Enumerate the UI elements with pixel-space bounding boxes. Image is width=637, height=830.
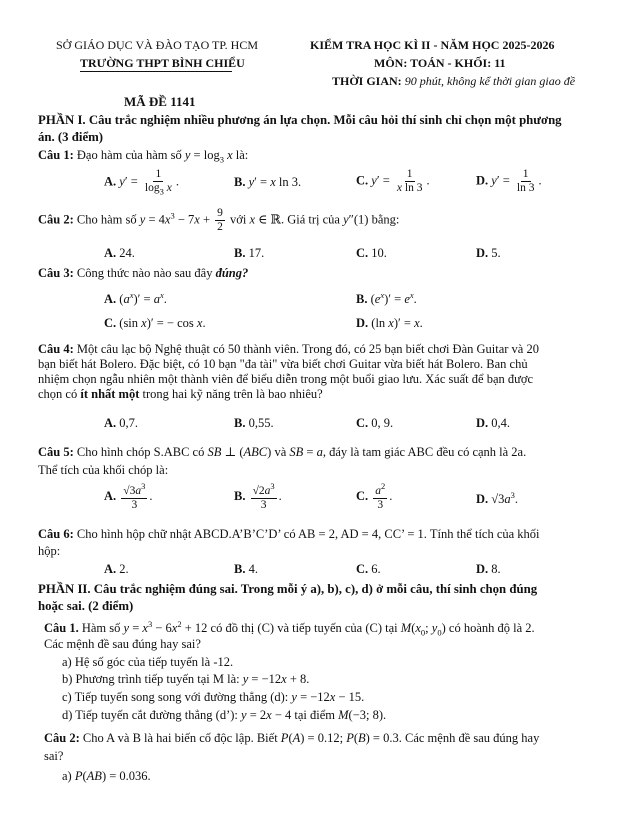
q3-emphasis: đúng?	[215, 266, 249, 280]
q4-answer-d[interactable]: D. 0,4.	[476, 416, 511, 430]
q6-answer-c[interactable]: C. 6.	[356, 562, 381, 576]
question-6-line2: hộp:	[38, 544, 61, 558]
question-4-line2: bạn biết hát Bolero. Đặc biệt, có 10 bạn "đa tài" vừa biết chơi Guitar vừa biết hát Bolero. Ban chủ	[38, 357, 528, 371]
q3-answer-c[interactable]: C. (sin x)′ = − cos x.	[104, 316, 206, 330]
p2q1-statement-d[interactable]: d) Tiếp tuyến cắt đường thẳng (d’): y = 2x − 4 tại điểm M(−3; 8).	[62, 708, 387, 722]
p2-question-2-line2: sai?	[44, 749, 64, 763]
q4-answer-c[interactable]: C. 0, 9.	[356, 416, 394, 430]
p2q1-statement-c[interactable]: c) Tiếp tuyến song song với đường thẳng (d): y = −12x − 15.	[62, 690, 365, 704]
time-label: THỜI GIAN:	[332, 74, 402, 88]
q6-answer-b[interactable]: B. 4.	[234, 562, 258, 576]
question-3: Câu 3: Công thức nào nào sau đây đúng?	[38, 266, 249, 280]
part1-title-line1: PHẦN I. Câu trắc nghiệm nhiều phương án lựa chọn. Mỗi câu hỏi thí sinh chỉ chọn một phương	[38, 113, 562, 127]
part2-title-line1: PHẦN II. Câu trắc nghiệm đúng sai. Trong mỗi ý a), b), c), d) ở mỗi câu, thí sinh chọn đúng	[38, 582, 538, 596]
q5-answer-c[interactable]: C. $\frac{a^2}{3}$ .	[356, 481, 393, 512]
q5-answer-d[interactable]: D. $√3a^3$.	[476, 490, 519, 507]
q1-label: Câu 1:	[38, 148, 74, 162]
question-5-line2: Thể tích của khối chóp là:	[38, 463, 169, 477]
p2q1-statement-a[interactable]: a) Hệ số góc của tiếp tuyến là -12.	[62, 655, 234, 669]
exam-code: MÃ ĐỀ 1141	[124, 94, 196, 109]
q2-answer-d[interactable]: D. 5.	[476, 246, 501, 260]
q4-answer-a[interactable]: A. 0,7.	[104, 416, 139, 430]
part1-title-line2: án. (3 điểm)	[38, 130, 104, 144]
q2-answer-c[interactable]: C. 10.	[356, 246, 387, 260]
q5-answer-a[interactable]: A. $\frac{√3a^3}{3}$ .	[104, 481, 153, 512]
p2-question-1-line2: Các mệnh đề sau đúng hay sai?	[44, 637, 201, 651]
school-underline	[80, 71, 232, 72]
q2-answer-b[interactable]: B. 17.	[234, 246, 265, 260]
q4-emphasis: ít nhất một	[80, 387, 140, 401]
question-6-line1: Câu 6: Cho hình hộp chữ nhật ABCD.A’B’C’D’ có AB = 2, AD = 4, CC’ = 1. Tính thể tích của khối	[38, 527, 540, 541]
q4-answer-b[interactable]: B. 0,55.	[234, 416, 274, 430]
q6-answer-a[interactable]: A. 2.	[104, 562, 129, 576]
q5-answer-b[interactable]: B. $\frac{√2a^3}{3}$ .	[234, 481, 282, 512]
exam-subject: MÔN: TOÁN - KHỐI: 11	[374, 56, 506, 70]
q3-answer-d[interactable]: D. (ln x)′ = x.	[356, 316, 423, 330]
school-name: TRƯỜNG THPT BÌNH CHIỂU	[80, 56, 245, 70]
q1-function: y	[184, 148, 191, 162]
question-1: Câu 1: Đạo hàm của hàm số $y = \log_3 x$ là:	[38, 148, 249, 165]
q3-answer-a[interactable]: A. $(a^x)' = a^x$.	[104, 290, 167, 307]
question-4-line1: Câu 4: Một câu lạc bộ Nghệ thuật có 50 thành viên. Trong đó, có 25 bạn biết chơi Đàn Guitar và 20	[38, 342, 539, 356]
q6-answer-d[interactable]: D. 8.	[476, 562, 501, 576]
question-4-line3: nhiệm chọn ngẫu nhiên một thành viên để biểu diễn trong một buổi giao lưu. Xác suất để bạn được	[38, 372, 534, 386]
time-value: 90 phút, không kể thời gian giao đề	[401, 74, 576, 88]
p2-question-2: Câu 2: Cho A và B là hai biến cố độc lập. Biết P(A) = 0.12; P(B) = 0.3. Các mệnh đề sau đúng hay	[44, 731, 540, 745]
q3-answer-b[interactable]: B. $(e^x)' = e^x$.	[356, 290, 417, 307]
q1-answer-c[interactable]: C. y′ = $\frac{1}{\text{x ln 3}}$ .	[356, 168, 430, 195]
question-4-line4: chọn có ít nhất một trong hai kỹ năng trên là bao nhiêu?	[38, 387, 323, 401]
question-5-line1: Câu 5: Cho hình chóp S.ABC có SB ⊥ (ABC) và SB = a, đáy là tam giác ABC đều có cạnh là 2a.	[38, 445, 527, 459]
question-2: Câu 2: Cho hàm số $y = 4x^3 - 7x$ + $\frac{9}{2}$ với x ∈ ℝ. Giá trị của y″(1) bằng:	[38, 207, 400, 234]
q1-answer-a[interactable]: A. y′ = $\frac{1}{\log_3 x}$ .	[104, 168, 179, 197]
q1-answer-d[interactable]: D. y′ = $\frac{1}{\ln 3}$ .	[476, 168, 542, 195]
p2q2-statement-a[interactable]: a) P(AB) = 0.036.	[62, 769, 151, 783]
exam-time	[332, 74, 575, 89]
part2-title-line2: hoặc sai. (2 điểm)	[38, 599, 134, 613]
p2q1-statement-b[interactable]: b) Phương trình tiếp tuyến tại M là: y = −12x + 8.	[62, 672, 310, 686]
department-name: SỞ GIÁO DỤC VÀ ĐÀO TẠO TP. HCM	[56, 38, 259, 52]
q1-answer-b[interactable]: B. y′ = x ln 3.	[234, 175, 302, 189]
exam-title: KIỂM TRA HỌC KÌ II - NĂM HỌC 2025-2026	[310, 38, 555, 52]
q2-answer-a[interactable]: A. 24.	[104, 246, 135, 260]
p2-question-1: Câu 1. Hàm số $y = x^3 - 6x^2 + 12$ có đồ thị (C) và tiếp tuyến của (C) tại $M(x_0$; $y_0$) có hoành độ là 2.	[44, 619, 535, 638]
